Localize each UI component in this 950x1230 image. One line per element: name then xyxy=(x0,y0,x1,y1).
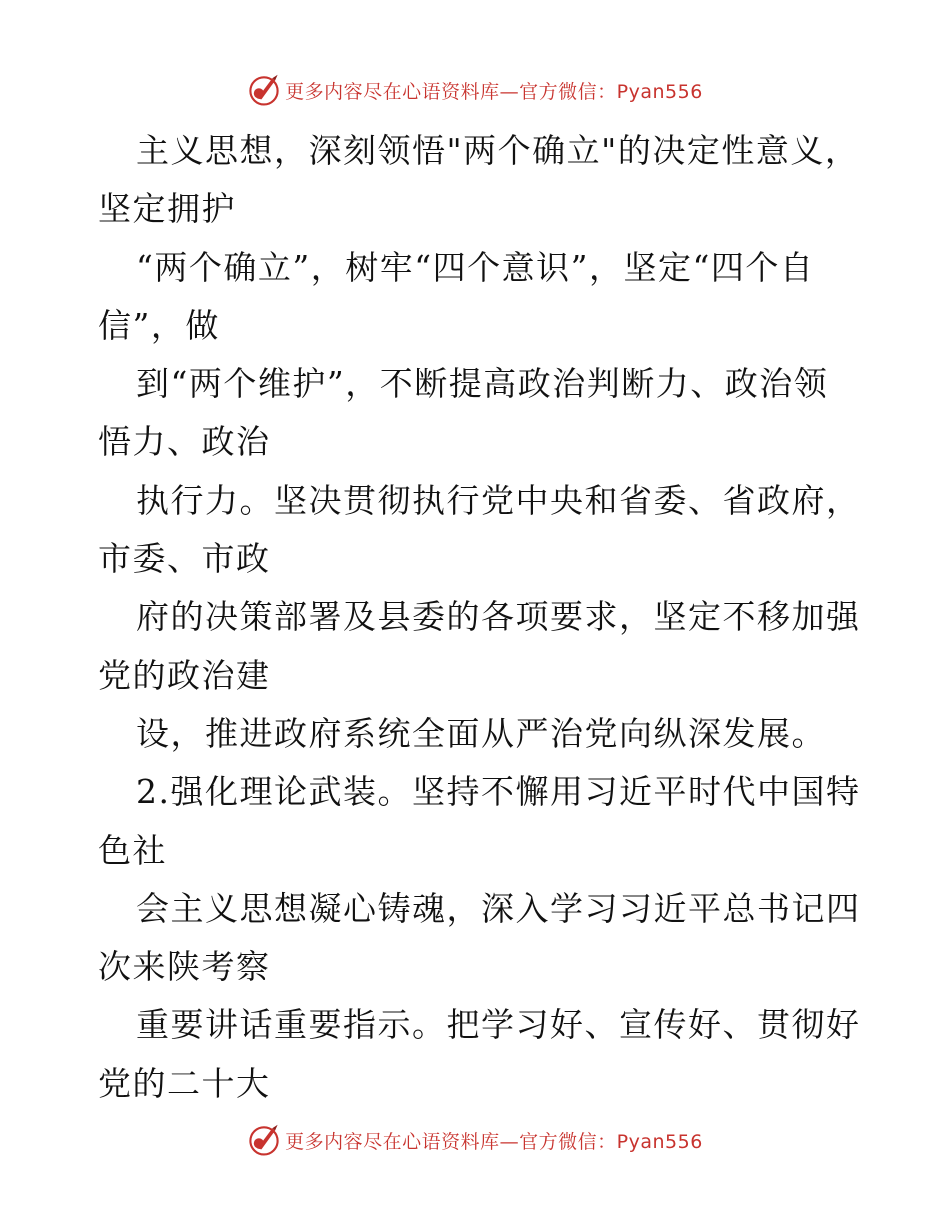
text-line: 坚定拥护 xyxy=(98,189,236,229)
text-line: “两个确立”，树牢“四个意识”，坚定“四个自 xyxy=(136,247,815,287)
text-line: 市委、市政 xyxy=(98,539,271,579)
text-line: 重要讲话重要指示。把学习好、宣传好、贯彻好 xyxy=(136,1005,861,1045)
text-line: 主义思想，深刻领悟"两个确立"的决定性意义， xyxy=(136,131,860,170)
text-line: 到“两个维护”，不断提高政治判断力、政治领 xyxy=(136,364,829,404)
text-line: 党的政治建 xyxy=(98,655,271,695)
footer-banner xyxy=(0,1120,950,1160)
header-banner-text: 更多内容尽在心语资料库—官方微信：Pyan556 xyxy=(285,80,703,103)
quill-logo-icon xyxy=(247,1123,281,1157)
document-body xyxy=(98,122,861,1113)
text-line: 党的二十大 xyxy=(98,1063,271,1103)
text-line: 色社 xyxy=(98,830,167,870)
text-line: 悟力、政治 xyxy=(98,422,271,462)
footer-banner-text: 更多内容尽在心语资料库—官方微信：Pyan556 xyxy=(285,1130,703,1153)
text-line: 设，推进政府系统全面从严治党向纵深发展。 xyxy=(136,713,826,753)
text-line: 信”，做 xyxy=(98,305,220,345)
text-line: 府的决策部署及县委的各项要求，坚定不移加强 xyxy=(136,597,861,637)
text-line: 执行力。坚决贯彻执行党中央和省委、省政府， xyxy=(136,480,861,520)
text-line: 2.强化理论武装。坚持不懈用习近平时代中国特 xyxy=(136,772,861,812)
text-line: 次来陕考察 xyxy=(98,947,271,987)
text-line: 会主义思想凝心铸魂，深入学习习近平总书记四 xyxy=(136,888,861,928)
header-banner xyxy=(0,70,950,110)
quill-logo-icon xyxy=(247,73,281,107)
